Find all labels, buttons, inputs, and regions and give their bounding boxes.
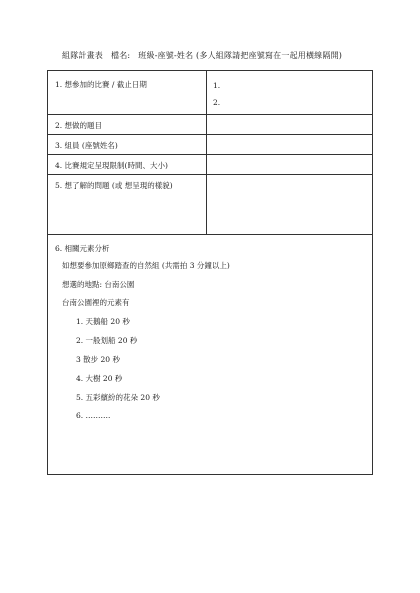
- answer-line-1: 1.: [213, 81, 221, 90]
- form-row-analysis: [48, 235, 372, 476]
- element-item: 1. 天鵝船 20 秒: [76, 317, 130, 326]
- form-row-members: [48, 135, 372, 155]
- element-item: 4. 大樹 20 秒: [76, 374, 123, 383]
- form-row-questions: [48, 175, 372, 235]
- topic-answer-cell[interactable]: [207, 115, 372, 134]
- filename-format: 班級-座號-姓名 (多人組隊請把座號寫在一起用橫線隔開): [138, 51, 343, 60]
- element-item: 6. ……….: [76, 411, 111, 420]
- filename-label: 檔名:: [111, 51, 131, 60]
- questions-answer-cell[interactable]: [207, 175, 372, 234]
- analysis-location: 想選的地點: 台南公園: [62, 280, 135, 289]
- planning-form-table: [47, 70, 373, 475]
- analysis-elements-title: 台南公園裡的元素有: [62, 298, 130, 307]
- members-answer-cell[interactable]: [207, 135, 372, 154]
- answer-line-2: 2.: [213, 98, 221, 107]
- form-title: 組隊計畫表: [62, 51, 103, 60]
- analysis-title: 6. 相關元素分析: [55, 244, 110, 253]
- row-label-topic: 2. 想做的題目: [55, 121, 103, 130]
- element-item: 2. 一般划船 20 秒: [76, 336, 138, 345]
- row-label-limits: 4. 比賽規定呈現限制(時間、大小): [55, 161, 168, 170]
- row-label-competition: 1. 想參加的比賽 / 截止日期: [55, 80, 147, 89]
- form-header: [62, 50, 342, 61]
- row-label-questions: 5. 想了解的問題 (或 想呈現的樣貌): [55, 181, 173, 190]
- form-row-limits: [48, 155, 372, 175]
- form-row-topic: [48, 115, 372, 135]
- analysis-intro: 如想要參加原鄉踏查的自然組 (共需拍 3 分鐘以上): [62, 261, 230, 270]
- competition-answer-cell[interactable]: [207, 71, 372, 114]
- form-row-competition: [48, 71, 372, 115]
- element-item: 3 散步 20 秒: [76, 355, 120, 364]
- row-label-members: 3. 組員 (座號姓名): [55, 141, 118, 150]
- element-item: 5. 五彩繽紛的花朵 20 秒: [76, 393, 160, 402]
- limits-answer-cell[interactable]: [207, 155, 372, 174]
